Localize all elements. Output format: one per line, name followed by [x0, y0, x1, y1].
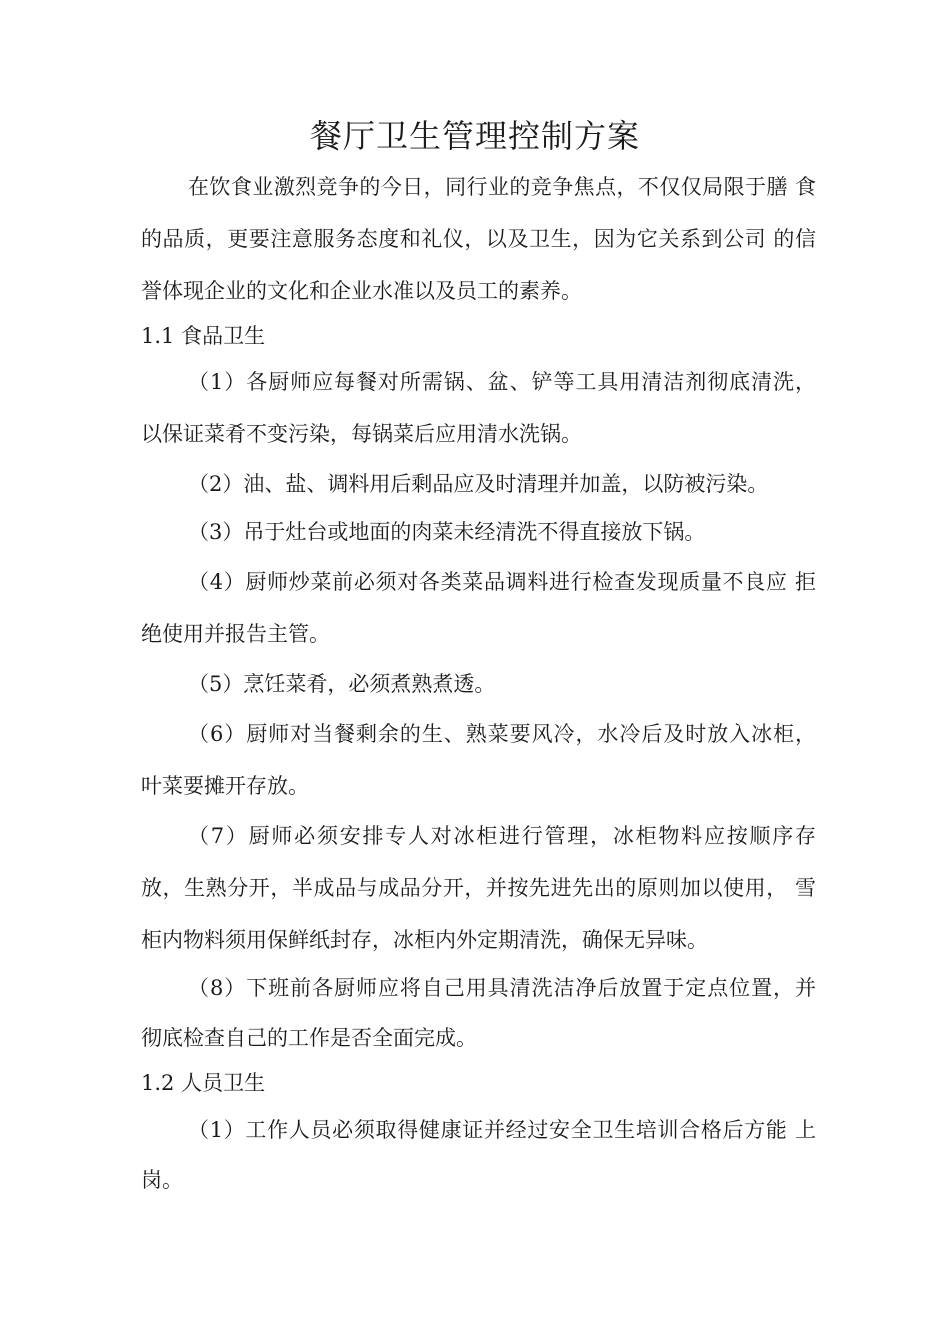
section-heading-staff-hygiene: 1.2 人员卫生 [141, 1071, 266, 1095]
food-item-8-line-2: 彻底检查自己的工作是否全面完成。 [141, 1026, 477, 1050]
food-item-2: （2）油、盐、调料用后剩品应及时清理并加盖，以防被污染。 [188, 472, 769, 496]
intro-line-1: 在饮食业激烈竞争的今日，同行业的竞争焦点，不仅仅局限于膳 食 [188, 175, 816, 199]
staff-item-1-line-1: （1）工作人员必须取得健康证并经过安全卫生培训合格后方能 上 [188, 1118, 816, 1142]
food-item-7-line-2: 放，生熟分开，半成品与成品分开，并按先进先出的原则加以使用， 雪 [141, 876, 816, 900]
food-item-6-line-2: 叶菜要摊开存放。 [141, 774, 309, 798]
document-title: 餐厅卫生管理控制方案 [309, 117, 640, 155]
food-item-6-line-1: （6）厨师对当餐剩余的生、熟菜要风冷，水冷后及时放入冰柜， [188, 722, 816, 746]
intro-line-3: 誉体现企业的文化和企业水准以及员工的素养。 [141, 279, 582, 303]
staff-item-1-line-2: 岗。 [141, 1168, 183, 1192]
food-item-1-line-1: （1）各厨师应每餐对所需锅、盆、铲等工具用清洁剂彻底清洗， [188, 370, 816, 394]
food-item-4-line-2: 绝使用并报告主管。 [141, 622, 330, 646]
section-heading-food-hygiene: 1.1 食品卫生 [141, 324, 266, 348]
food-item-8-line-1: （8）下班前各厨师应将自己用具清洗洁净后放置于定点位置，并 [188, 976, 816, 1000]
food-item-7-line-1: （7）厨师必须安排专人对冰柜进行管理，冰柜物料应按顺序存 [188, 824, 816, 848]
food-item-5: （5）烹饪菜肴，必须煮熟煮透。 [188, 672, 496, 696]
food-item-4-line-1: （4）厨师炒菜前必须对各类菜品调料进行检查发现质量不良应 拒 [188, 570, 816, 594]
food-item-7-line-3: 柜内物料须用保鲜纸封存，冰柜内外定期清洗，确保无异味。 [141, 928, 708, 952]
food-item-3: （3）吊于灶台或地面的肉菜未经清洗不得直接放下锅。 [188, 520, 706, 544]
food-item-1-line-2: 以保证菜肴不变污染，每锅菜后应用清水洗锅。 [141, 422, 582, 446]
intro-line-2: 的品质，更要注意服务态度和礼仪，以及卫生，因为它关系到公司 的信 [141, 227, 816, 251]
